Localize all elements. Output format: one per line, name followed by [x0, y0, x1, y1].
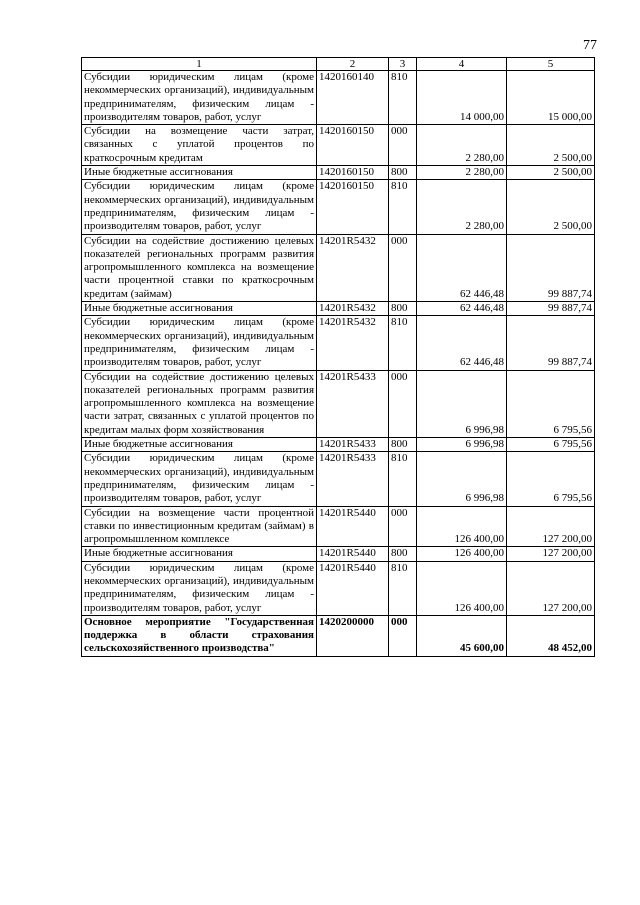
row-type-cell: 810	[389, 71, 417, 125]
header-col-1: 1	[82, 58, 317, 71]
row-value-col5: 48 452,00	[507, 615, 595, 656]
row-value-col4: 6 996,98	[417, 452, 507, 506]
row-code-cell: 14201R5440	[317, 506, 389, 547]
row-code-cell: 1420200000	[317, 615, 389, 656]
row-code-cell: 14201R5433	[317, 370, 389, 437]
table-row	[82, 561, 595, 615]
row-name-cell: Субсидии на возмещение части затрат, связанных с уплатой процентов по краткосрочным кредитам	[82, 125, 317, 166]
row-value-col4: 62 446,48	[417, 234, 507, 301]
row-code-cell: 14201R5432	[317, 302, 389, 316]
row-value-col5: 2 500,00	[507, 180, 595, 234]
row-name-cell: Субсидии юридическим лицам (кроме некоммерческих организаций), индивидуальным предпринимателям, физическим лицам - производителям товаров, работ, услуг	[82, 452, 317, 506]
row-value-col5: 6 795,56	[507, 452, 595, 506]
table-row	[82, 180, 595, 234]
table-row	[82, 615, 595, 656]
budget-table-body	[82, 58, 595, 657]
row-name-cell: Иные бюджетные ассигнования	[82, 166, 317, 180]
row-code-cell: 14201R5440	[317, 561, 389, 615]
row-value-col4: 62 446,48	[417, 302, 507, 316]
row-value-col5: 99 887,74	[507, 302, 595, 316]
row-value-col4: 6 996,98	[417, 438, 507, 452]
table-row	[82, 547, 595, 561]
row-name-cell: Иные бюджетные ассигнования	[82, 438, 317, 452]
row-type-cell: 000	[389, 234, 417, 301]
table-row	[82, 302, 595, 316]
row-value-col5: 99 887,74	[507, 234, 595, 301]
row-name-cell: Субсидии юридическим лицам (кроме некоммерческих организаций), индивидуальным предпринимателям, физическим лицам - производителям товаров, работ, услуг	[82, 316, 317, 370]
table-row	[82, 506, 595, 547]
row-code-cell: 14201R5432	[317, 234, 389, 301]
header-col-2: 2	[317, 58, 389, 71]
table-row	[82, 370, 595, 437]
row-value-col5: 2 500,00	[507, 166, 595, 180]
row-value-col4: 126 400,00	[417, 561, 507, 615]
row-value-col4: 62 446,48	[417, 316, 507, 370]
row-value-col5: 127 200,00	[507, 506, 595, 547]
row-value-col5: 127 200,00	[507, 547, 595, 561]
row-code-cell: 14201R5433	[317, 452, 389, 506]
row-value-col5: 2 500,00	[507, 125, 595, 166]
row-type-cell: 000	[389, 125, 417, 166]
row-name-cell: Субсидии юридическим лицам (кроме некоммерческих организаций), индивидуальным предпринимателям, физическим лицам - производителям товаров, работ, услуг	[82, 71, 317, 125]
row-value-col5: 15 000,00	[507, 71, 595, 125]
row-name-cell: Субсидии юридическим лицам (кроме некоммерческих организаций), индивидуальным предпринимателям, физическим лицам - производителям товаров, работ, услуг	[82, 561, 317, 615]
row-type-cell: 800	[389, 166, 417, 180]
row-type-cell: 800	[389, 547, 417, 561]
table-row	[82, 452, 595, 506]
row-value-col4: 126 400,00	[417, 547, 507, 561]
budget-table	[81, 57, 595, 657]
row-type-cell: 810	[389, 316, 417, 370]
row-type-cell: 000	[389, 506, 417, 547]
row-type-cell: 000	[389, 615, 417, 656]
row-type-cell: 810	[389, 561, 417, 615]
row-name-cell: Субсидии на возмещение части процентной ставки по инвестиционным кредитам (займам) в агропромышленном комплексе	[82, 506, 317, 547]
row-type-cell: 000	[389, 370, 417, 437]
row-value-col4: 2 280,00	[417, 166, 507, 180]
row-name-cell: Субсидии на содействие достижению целевых показателей региональных программ развития агропромышленного комплекса на возмещение части процентной ставки по краткосрочным кредитам (займам)	[82, 234, 317, 301]
row-name-cell: Иные бюджетные ассигнования	[82, 547, 317, 561]
row-name-cell: Иные бюджетные ассигнования	[82, 302, 317, 316]
row-code-cell: 14201R5440	[317, 547, 389, 561]
row-type-cell: 810	[389, 180, 417, 234]
row-value-col4: 6 996,98	[417, 370, 507, 437]
table-row	[82, 316, 595, 370]
row-name-cell: Субсидии юридическим лицам (кроме некоммерческих организаций), индивидуальным предпринимателям, физическим лицам - производителям товаров, работ, услуг	[82, 180, 317, 234]
row-value-col4: 45 600,00	[417, 615, 507, 656]
table-row	[82, 438, 595, 452]
header-col-5: 5	[507, 58, 595, 71]
header-col-3: 3	[389, 58, 417, 71]
row-name-cell: Основное мероприятие "Государственная поддержка в области страхования сельскохозяйственного производства"	[82, 615, 317, 656]
table-row	[82, 234, 595, 301]
row-code-cell: 1420160150	[317, 125, 389, 166]
row-code-cell: 1420160150	[317, 166, 389, 180]
row-type-cell: 800	[389, 302, 417, 316]
row-type-cell: 810	[389, 452, 417, 506]
header-col-4: 4	[417, 58, 507, 71]
row-type-cell: 800	[389, 438, 417, 452]
row-code-cell: 1420160140	[317, 71, 389, 125]
table-header-row	[82, 58, 595, 71]
row-value-col5: 99 887,74	[507, 316, 595, 370]
row-code-cell: 1420160150	[317, 180, 389, 234]
row-value-col5: 6 795,56	[507, 438, 595, 452]
row-code-cell: 14201R5433	[317, 438, 389, 452]
row-value-col5: 127 200,00	[507, 561, 595, 615]
row-value-col4: 2 280,00	[417, 180, 507, 234]
row-value-col4: 126 400,00	[417, 506, 507, 547]
row-code-cell: 14201R5432	[317, 316, 389, 370]
page-number: 77	[583, 38, 597, 53]
row-value-col5: 6 795,56	[507, 370, 595, 437]
table-row	[82, 71, 595, 125]
table-row	[82, 125, 595, 166]
table-row	[82, 166, 595, 180]
row-value-col4: 14 000,00	[417, 71, 507, 125]
row-value-col4: 2 280,00	[417, 125, 507, 166]
row-name-cell: Субсидии на содействие достижению целевых показателей региональных программ развития агропромышленного комплекса на возмещение части затрат, связанных с уплатой процентов по кредитам малых форм хозяйствования	[82, 370, 317, 437]
